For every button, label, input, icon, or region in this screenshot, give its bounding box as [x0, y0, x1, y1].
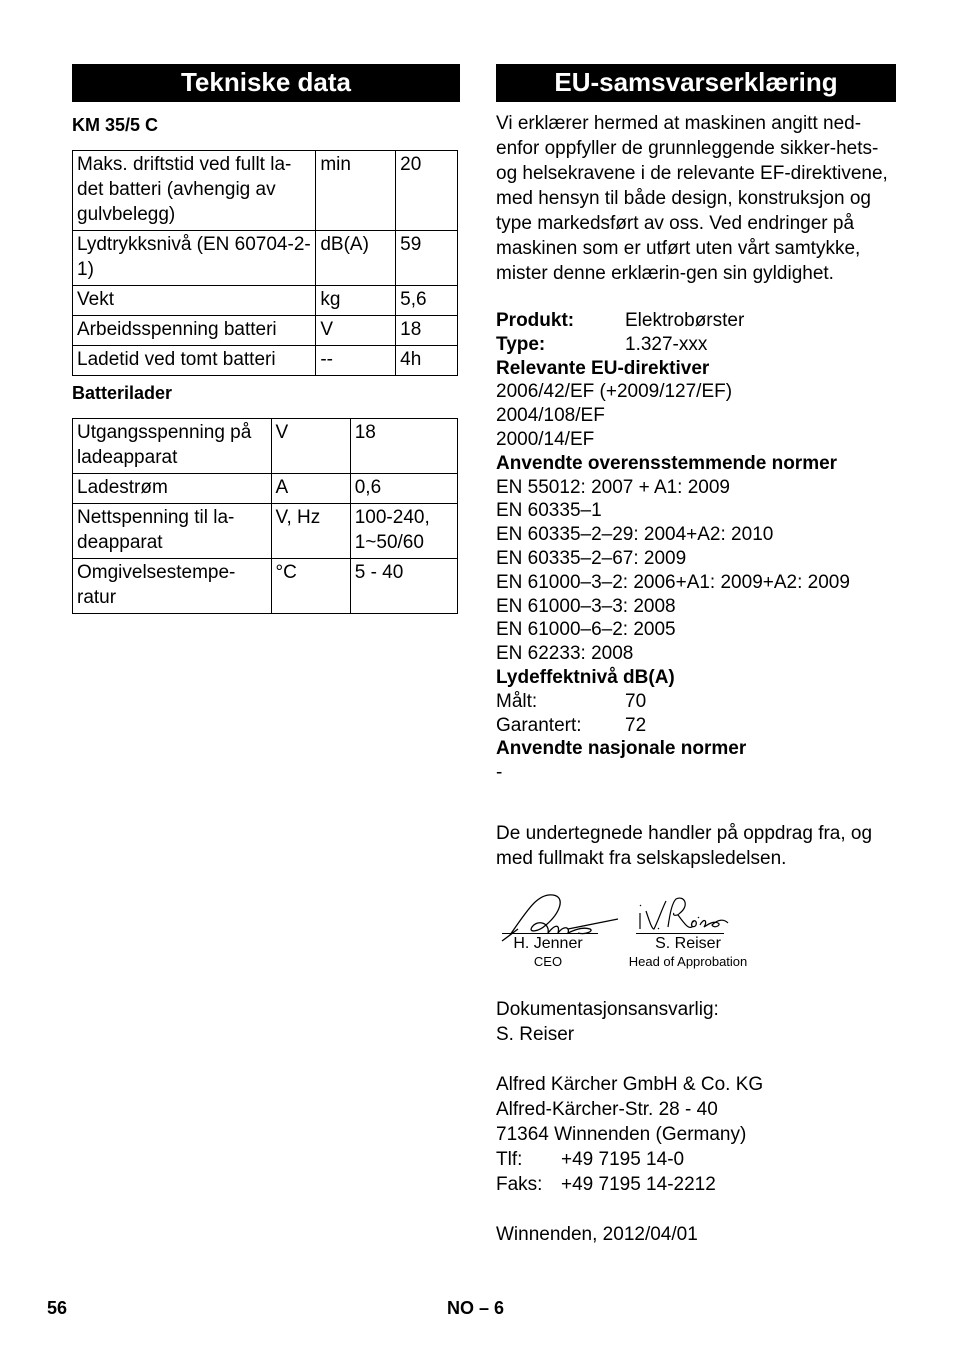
phone-row	[496, 1147, 896, 1172]
norm-item: EN 62233: 2008	[496, 643, 634, 665]
signer-name: S. Reiser	[655, 934, 721, 952]
sound-power-title: Lydeffektnivå dB(A)	[496, 666, 675, 688]
technical-data-heading: Tekniske data	[72, 64, 460, 102]
spec-label: Maks. driftstid ved fullt la-det batteri (avhengig av gulvbelegg)	[73, 151, 316, 231]
measured-label: Målt:	[496, 690, 538, 712]
signer-jenner	[498, 935, 598, 971]
signature-line	[636, 933, 724, 934]
norm-item: EN 61000–3–2: 2006+A1: 2009+A2: 2009	[496, 571, 850, 593]
spec-label: Nettspenning til la-deapparat	[73, 504, 272, 559]
declaration-intro: Vi erklærer hermed at maskinen angitt ned-enfor oppfyller de grunnleggende sikker-hets- og helsekravene i de relevante EF-direktivene, med hensyn til både design, konstruksjon og type markedsført av oss. Ved endringer på maskinen som er utført uten vårt samtykke, mister denne erklærin-gen sin gyldighet.	[496, 113, 888, 284]
doc-resp-name: S. Reiser	[496, 1023, 575, 1045]
spec-label: Lydtrykksnivå (EN 60704-2-1)	[73, 231, 316, 286]
company-city: 71364 Winnenden (Germany)	[496, 1123, 747, 1145]
spec-unit: A	[271, 474, 350, 504]
spec-unit: V	[271, 419, 350, 474]
place-date: Winnenden, 2012/04/01	[496, 1223, 698, 1245]
table-row	[73, 559, 458, 614]
fax-value: +49 7195 14-2212	[561, 1173, 716, 1195]
spec-label: Ladestrøm	[73, 474, 272, 504]
spec-label: Utgangsspenning på ladeapparat	[73, 419, 272, 474]
spec-unit: °C	[271, 559, 350, 614]
national-norms-value: -	[496, 762, 503, 784]
type-value: 1.327-xxx	[625, 333, 708, 355]
technical-data-table	[72, 150, 458, 376]
spec-value: 20	[396, 151, 458, 231]
spec-value: 59	[396, 231, 458, 286]
declaration-heading: EU-samsvarserklæring	[496, 64, 896, 102]
documentation-responsible	[496, 997, 896, 1047]
directive-item: 2004/108/EF	[496, 405, 605, 427]
model-name: KM 35/5 C	[72, 115, 159, 135]
spec-label: Omgivelsestempe-ratur	[73, 559, 272, 614]
national-norms-title: Anvendte nasjonale normer	[496, 738, 747, 760]
signature-block	[496, 889, 896, 975]
spec-value: 100-240, 1~50/60	[350, 504, 457, 559]
charger-title: Batterilader	[72, 383, 173, 403]
company-address	[496, 1072, 896, 1197]
norm-item: EN 55012: 2007 + A1: 2009	[496, 476, 731, 498]
guaranteed-row	[496, 714, 896, 738]
directives-title: Relevante EU-direktiver	[496, 357, 710, 379]
phone-label: Tlf:	[496, 1148, 523, 1170]
spec-value: 18	[350, 419, 457, 474]
fax-label: Faks:	[496, 1173, 543, 1195]
measured-row	[496, 690, 896, 714]
norm-item: EN 60335–2–29: 2004+A2: 2010	[496, 524, 774, 546]
company-street: Alfred-Kärcher-Str. 28 - 40	[496, 1098, 718, 1120]
signer-title: CEO	[533, 953, 563, 969]
table-row	[73, 419, 458, 474]
norm-item: EN 60335–2–67: 2009	[496, 547, 687, 569]
guaranteed-value: 72	[625, 714, 647, 736]
language-page-label: NO – 6	[447, 1298, 505, 1318]
spec-value: 4h	[396, 346, 458, 376]
signer-reiser	[614, 935, 762, 971]
type-label: Type:	[496, 333, 546, 355]
page-number: 56	[47, 1298, 68, 1318]
company-name: Alfred Kärcher GmbH & Co. KG	[496, 1073, 764, 1095]
table-row	[73, 346, 458, 376]
guaranteed-label: Garantert:	[496, 714, 582, 736]
table-row	[73, 316, 458, 346]
directive-item: 2006/42/EF (+2009/127/EF)	[496, 381, 733, 403]
signing-authority-text: De undertegnede handler på oppdrag fra, og med fullmakt fra selskapsledelsen.	[496, 822, 873, 869]
spec-value: 0,6	[350, 474, 457, 504]
phone-value: +49 7195 14-0	[561, 1148, 685, 1170]
table-row	[73, 231, 458, 286]
type-row	[496, 333, 896, 357]
directive-item: 2000/14/EF	[496, 428, 595, 450]
charger-table	[72, 418, 458, 614]
declaration-details	[496, 309, 896, 785]
spec-unit: --	[316, 346, 396, 376]
product-label: Produkt:	[496, 310, 575, 331]
norms-title: Anvendte overensstemmende normer	[496, 452, 838, 474]
table-row	[73, 504, 458, 559]
norm-item: EN 61000–3–3: 2008	[496, 595, 676, 617]
table-row	[73, 474, 458, 504]
signer-title: Head of Approbation	[628, 953, 748, 969]
spec-unit: V	[316, 316, 396, 346]
spec-label: Vekt	[73, 286, 316, 316]
spec-label: Arbeidsspenning batteri	[73, 316, 316, 346]
spec-value: 18	[396, 316, 458, 346]
spec-unit: V, Hz	[271, 504, 350, 559]
product-value: Elektrobørster	[625, 310, 745, 331]
norm-item: EN 60335–1	[496, 500, 602, 522]
signer-name: H. Jenner	[513, 934, 583, 952]
product-row	[496, 309, 896, 333]
spec-value: 5,6	[396, 286, 458, 316]
measured-value: 70	[625, 690, 647, 712]
fax-row	[496, 1172, 896, 1197]
spec-value: 5 - 40	[350, 559, 457, 614]
spec-unit: kg	[316, 286, 396, 316]
spec-label: Ladetid ved tomt batteri	[73, 346, 316, 376]
right-column	[496, 64, 896, 1247]
doc-resp-label: Dokumentasjonsansvarlig:	[496, 998, 719, 1020]
spec-unit: dB(A)	[316, 231, 396, 286]
table-row	[73, 151, 458, 231]
spec-unit: min	[316, 151, 396, 231]
left-column	[72, 64, 460, 614]
norm-item: EN 61000–6–2: 2005	[496, 619, 676, 641]
signature-line	[502, 933, 598, 934]
table-row	[73, 286, 458, 316]
